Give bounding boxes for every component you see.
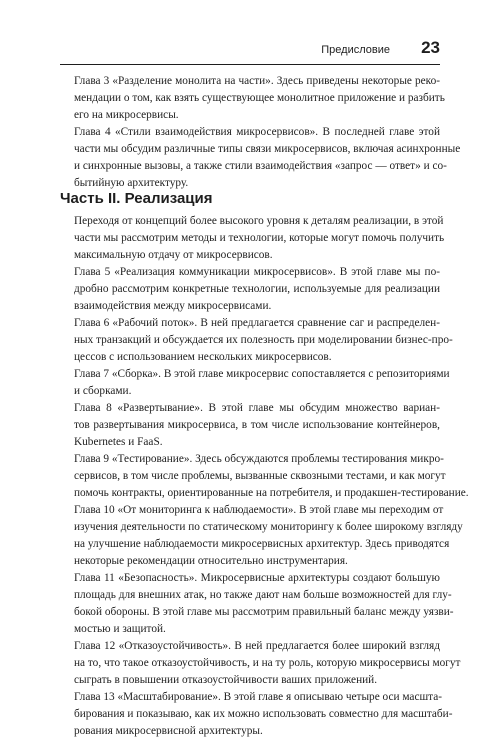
text-line: некоторые рекомендации относительно инструментария. (74, 555, 348, 567)
text-line: тов развертывания микросервиса, в том числе использование контейнеров, (74, 419, 440, 431)
text-line: Глава 8 «Развертывание». В этой главе мы обсудим множество вариан- (74, 402, 440, 414)
text-line: части мы рассмотрим методы и технологии, которые могут помочь получить (74, 232, 445, 244)
page-number: 23 (421, 38, 440, 57)
text-line: бирования и показываю, как их можно использовать совместно для масштаби- (74, 708, 453, 720)
text-line: и сборками. (74, 385, 132, 397)
text-line: и синхронные вызовы, а также стили взаимодействия «запрос — ответ» и со- (74, 160, 447, 172)
text-line: ных транзакций и обсуждается их полезность при моделировании бизнес-про- (74, 334, 453, 346)
text-line: изучения деятельности по статическому мониторингу к более широкому взгляду (74, 521, 463, 533)
text-line: бокой обороны. В этой главе мы рассмотрим правильный баланс между уязви- (74, 606, 454, 618)
page-header (60, 38, 440, 65)
paragraph (60, 73, 445, 124)
paragraph (60, 638, 461, 689)
text-line: максимальную отдачу от микросервисов. (74, 249, 273, 261)
part-two-chapter-list (60, 213, 469, 740)
paragraph (60, 264, 440, 315)
text-line: мендации о том, как взять существующее монолитное приложение и разбить (74, 92, 445, 104)
paragraph (60, 502, 463, 570)
paragraph (60, 213, 445, 264)
text-line: площадь для внешних атак, но также дают нам больше возможностей для глу- (74, 589, 452, 601)
text-line: на то, что такое отказоустойчивость, и на ту роль, которую микросервисы могут (74, 657, 461, 669)
text-line: Глава 5 «Реализация коммуникации микросервисов». В этой главе мы по- (74, 266, 440, 278)
section-heading: Часть II. Реализация (60, 190, 213, 207)
paragraph (60, 124, 461, 192)
text-line: взаимодействия между микросервисами. (74, 300, 272, 312)
paragraph (60, 315, 453, 366)
text-line: мостью и защитой. (74, 623, 166, 635)
text-line: сервисов, в том числе проблемы, вызванные сквозными тестами, и как могут (74, 470, 446, 482)
text-line: Kubernetes и FaaS. (74, 436, 163, 448)
paragraph (60, 689, 453, 740)
text-line: Глава 13 «Масштабирование». В этой главе я описываю четыре оси масшта- (74, 691, 443, 703)
intro-chapter-list (60, 73, 461, 192)
text-line: на улучшение наблюдаемости микросервисных архитектур. Здесь приводятся (74, 538, 450, 550)
text-line: помочь контракты, ориентированные на потребителя, и продакшен-тестирование. (74, 487, 469, 499)
text-line: Переходя от концепций более высокого уровня к деталям реализации, в этой (74, 215, 444, 227)
text-line: цессов с использованием нескольких микросервисов. (74, 351, 332, 363)
text-line: сыграть в повышении отказоустойчивости ваших приложений. (74, 674, 378, 686)
text-line: дробно рассмотрим конкретные технологии, используемые для реализации (74, 283, 440, 295)
paragraph (60, 400, 440, 451)
text-line: его на микросервисы. (74, 109, 179, 121)
running-head-title: Предисловие (321, 44, 390, 56)
text-line: Глава 9 «Тестирование». Здесь обсуждаются проблемы тестирования микро- (74, 453, 444, 465)
text-line: бытийную архитектуру. (74, 177, 189, 189)
text-line: рования микросервисной архитектуры. (74, 725, 263, 737)
text-line: части мы обсудим различные типы связи микросервисов, включая асинхронные (74, 143, 461, 155)
paragraph (60, 366, 450, 400)
text-line: Глава 10 «От мониторинга к наблюдаемости». В этой главе мы переходим от (74, 504, 444, 516)
text-line: Глава 12 «Отказоустойчивость». В ней предлагается более широкий взгляд (74, 640, 440, 652)
text-line: Глава 4 «Стили взаимодействия микросервисов». В последней главе этой (74, 126, 440, 138)
text-line: Глава 6 «Рабочий поток». В ней предлагается сравнение саг и распределен- (74, 317, 440, 329)
text-line: Глава 7 «Сборка». В этой главе микросервис сопоставляется с репозиториями (74, 368, 450, 380)
text-line: Глава 11 «Безопасность». Микросервисные архитектуры создают большую (74, 572, 440, 584)
paragraph (60, 451, 469, 502)
paragraph (60, 570, 454, 638)
text-line: Глава 3 «Разделение монолита на части». Здесь приведены некоторые реко- (74, 75, 440, 87)
